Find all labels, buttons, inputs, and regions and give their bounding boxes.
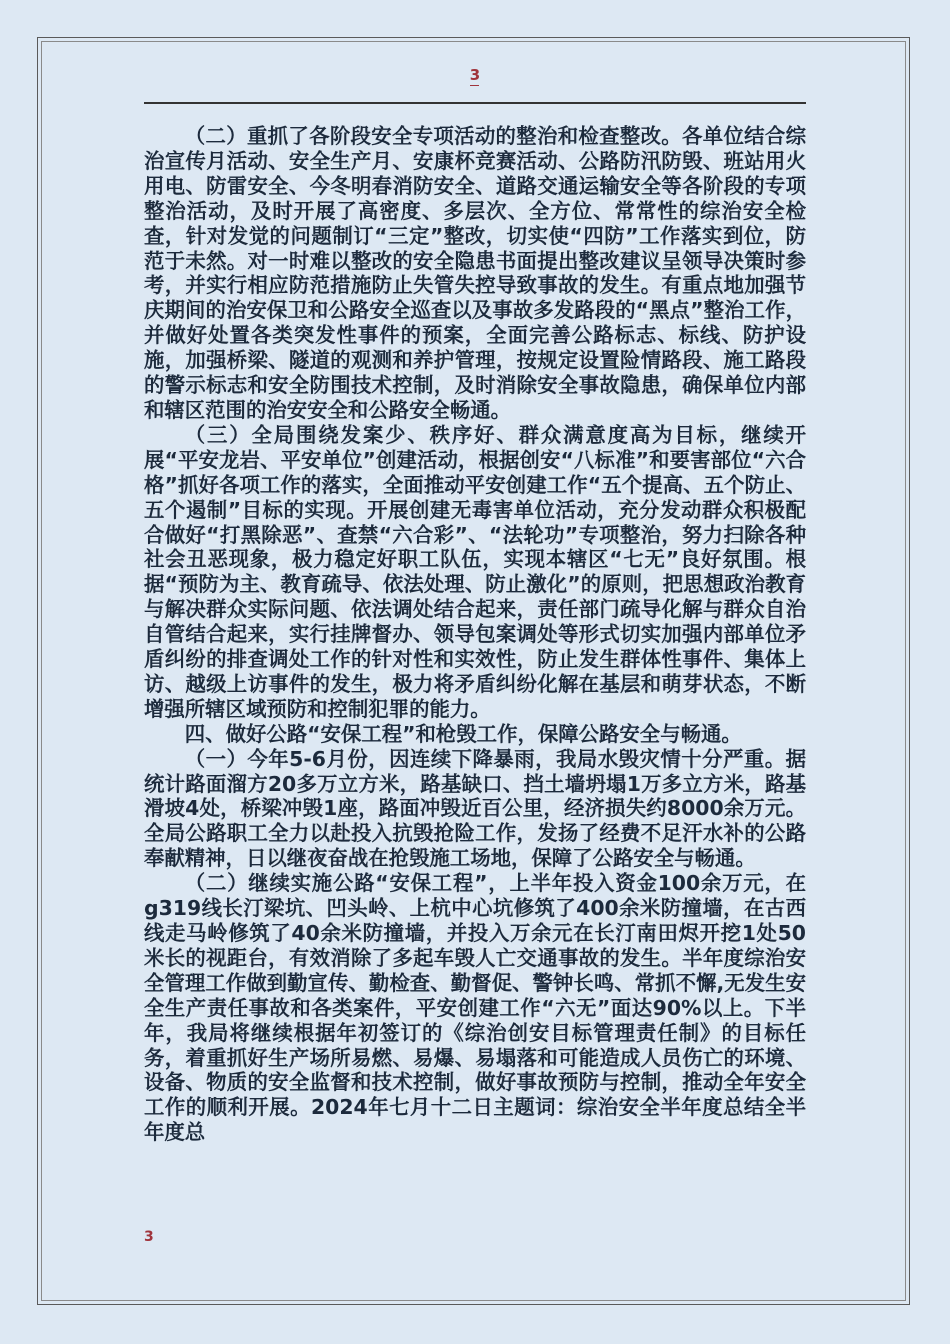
footer-page-number: 3 — [144, 1229, 154, 1245]
paragraph-safe-unit-campaign: （三）全局围绕发案少、秩序好、群众满意度高为目标，继续开展“平安龙岩、平安单位”创建活动，根据创安“八标准”和要害部位“六合格”抓好各项工作的落实，全面推动平安创建工作“五个提高、五个防止、五个遏制”目标的实现。开展创建无毒害单位活动，充分发动群众积极配合做好“打黑除恶”、查禁“六合彩”、“法轮功”专项整治，努力扫除各种社会丑恶现象，极力稳定好职工队伍，实现本辖区“七无”良好氛围。根据“预防为主、教育疏导、依法处理、防止激化”的原则，把思想政治教育与解决群众实际问题、依法调处结合起来，责任部门疏导化解与群众自治自管结合起来，实行挂牌督办、领导包案调处等形式切实加强内部单位矛盾纠纷的排查调处工作的针对性和实效性，防止发生群体性事件、集体上访、越级上访事件的发生，极力将矛盾纠纷化解在基层和萌芽状态，不断增强所辖区域预防和控制犯罪的能力。 — [144, 422, 806, 721]
header-page-number-underline — [470, 85, 479, 86]
header-divider — [144, 102, 806, 104]
paragraph-safety-project: （二）继续实施公路“安保工程”，上半年投入资金100余万元，在g319线长汀梁坑、凹头岭、上杭中心坑修筑了400余米防撞墙，在古西线走马岭修筑了40余米防撞墙，并投入万余元在长汀南田烬开挖1处50米长的视距台，有效消除了多起车毁人亡交通事故的发生。半年度综治安全管理工作做到勤宣传、勤检查、勤督促、警钟长鸣、常抓不懈,无发生安全生产责任事故和各类案件，平安创建工作“六无”面达90%以上。下半年，我局将继续根据年初签订的《综治创安目标管理责任制》的目标任务，着重抓好生产场所易燃、易爆、易塌落和可能造成人员伤亡的环境、设备、物质的安全监督和技术控制，做好事故预防与控制，推动全年安全工作的顺利开展。2024年七月十二日主题词：综治安全半年度总结全半年度总 — [144, 871, 806, 1145]
document-body — [144, 124, 806, 1145]
section-heading-road-safety: 四、做好公路“安保工程”和枪毁工作，保障公路安全与畅通。 — [184, 721, 742, 746]
paragraph-safety-rectification: （二）重抓了各阶段安全专项活动的整治和检查整改。各单位结合综治宣传月活动、安全生产月、安康杯竞赛活动、公路防汛防毁、班站用火用电、防雷安全、今冬明春消防安全、道路交通运输安全等各阶段的专项整治活动，及时开展了高密度、多层次、全方位、常常性的综治安全检查，针对发觉的问题制订“三定”整改，切实使“四防”工作落实到位，防范于未然。对一时难以整改的安全隐患书面提出整改建议呈领导决策时参考，并实行相应防范措施防止失管失控导致事故的发生。有重点地加强节庆期间的治安保卫和公路安全巡查以及事故多发路段的“黑点”整治工作，并做好处置各类突发性事件的预案，全面完善公路标志、标线、防护设施，加强桥梁、隧道的观测和养护管理，按规定设置险情路段、施工路段的警示标志和安全防围技术控制，及时消除安全事故隐患，确保单位内部和辖区范围的治安安全和公路安全畅通。 — [144, 124, 806, 422]
paragraph-flood-damage: （一）今年5-6月份，因连续下降暴雨，我局水毁灾情十分严重。据统计路面溜方20多万立方米，路基缺口、挡土墙坍塌1万多立方米，路基滑坡4处，桥梁冲毁1座，路面冲毁近百公里，经济损失约8000余万元。全局公路职工全力以赴投入抗毁抢险工作，发扬了经费不足汗水补的公路奉献精神，日以继夜奋战在抢毁施工场地，保障了公路安全与畅通。 — [144, 746, 806, 871]
header-page-number: 3 — [469, 66, 481, 84]
